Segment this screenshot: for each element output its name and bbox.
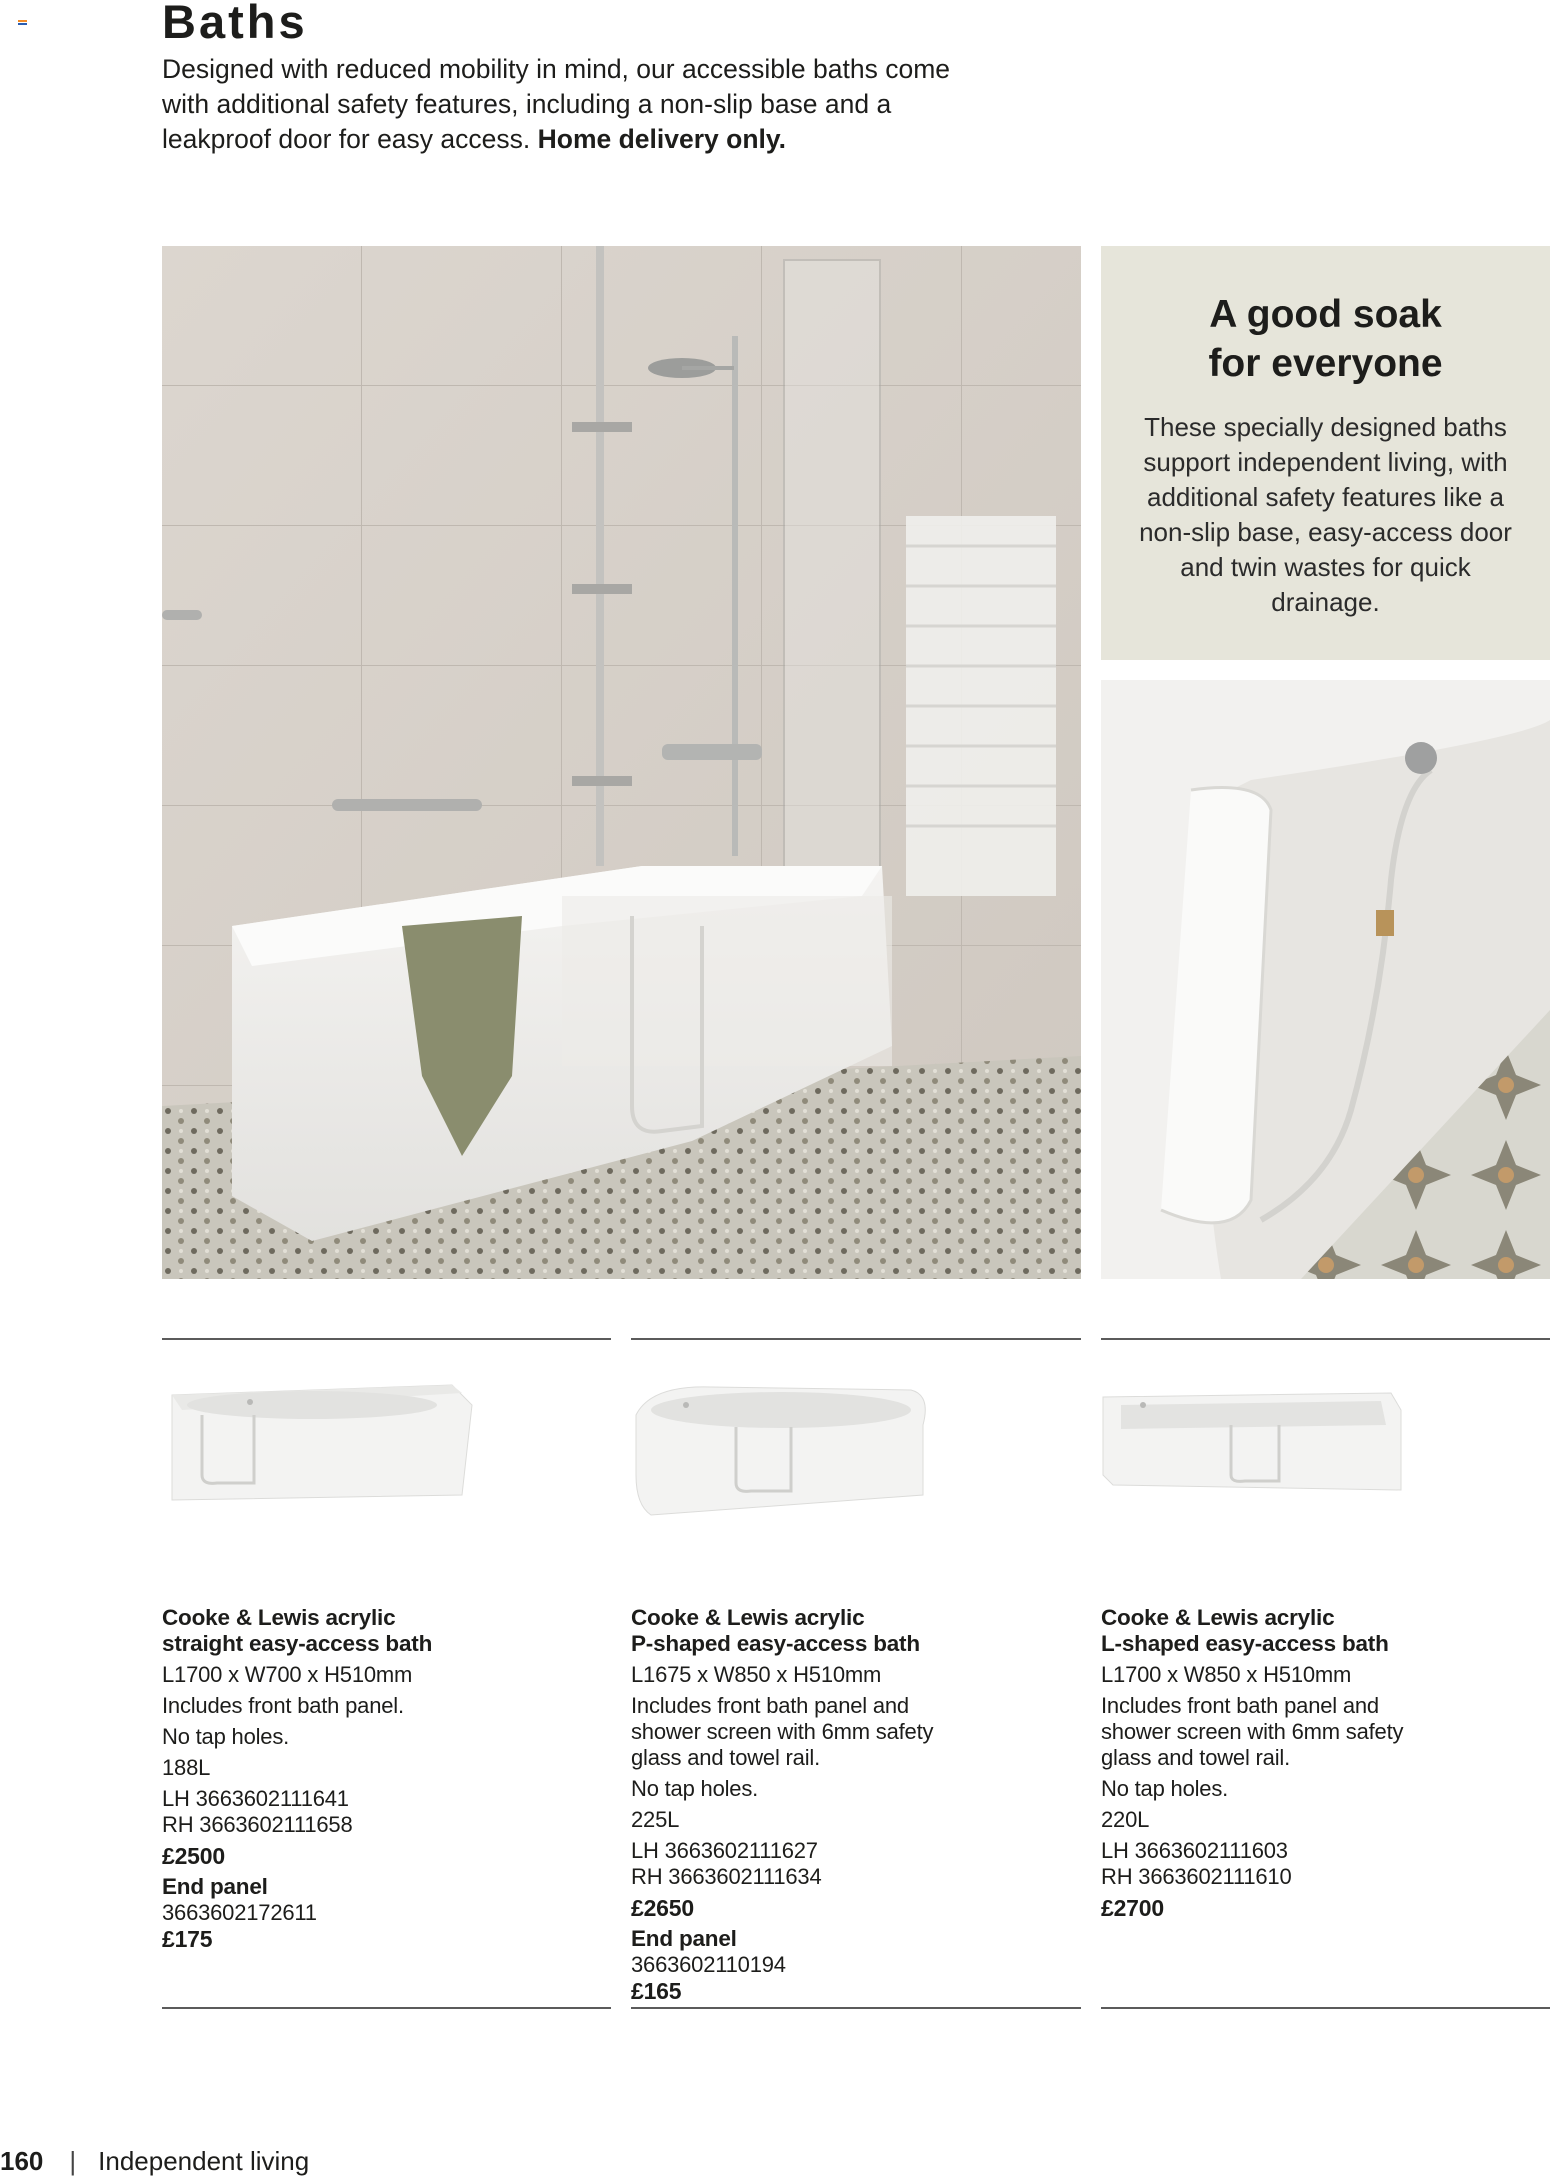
- product-name: [631, 1605, 1080, 1657]
- product-bottom-rule-3: [1101, 2007, 1550, 2009]
- product-name: [1101, 1605, 1550, 1657]
- bath-door-detail-photo: [1101, 680, 1550, 1279]
- product-top-rule-1: [162, 1338, 611, 1340]
- p-shaped-bath-details: [631, 1605, 1080, 2004]
- product-tap-holes: No tap holes.: [631, 1776, 759, 1801]
- straight-bath-image: [162, 1365, 611, 1565]
- straight-bath-details: [162, 1605, 611, 1952]
- l-shaped-bath-icon: [1101, 1365, 1550, 1565]
- hero-bathroom-photo: [162, 246, 1081, 1279]
- product-code-lh: LH 3663602111627: [631, 1838, 818, 1863]
- end-panel-label: End panel: [631, 1926, 737, 1951]
- product-includes: Includes front bath panel and shower screen with 6mm safety glass and towel rail.: [631, 1693, 934, 1770]
- end-panel-code: 3663602110194: [631, 1952, 786, 1977]
- product-code-rh: RH 3663602111658: [162, 1812, 353, 1837]
- intro-text: [162, 52, 962, 157]
- callout-heading-line1: A good soak: [1209, 293, 1442, 336]
- bathroom-illustration: [162, 246, 1081, 1279]
- product-top-rule-2: [631, 1338, 1081, 1340]
- product-dimensions: L1675 x W850 x H510mm: [631, 1662, 882, 1687]
- intro-delivery-note: Home delivery only.: [537, 124, 787, 154]
- l-shaped-bath-details: [1101, 1605, 1550, 1921]
- product-capacity: 225L: [631, 1807, 680, 1832]
- product-tap-holes: No tap holes.: [162, 1724, 290, 1749]
- product-tap-holes: No tap holes.: [1101, 1776, 1229, 1801]
- straight-bath-icon: [162, 1365, 611, 1565]
- intro-body: Designed with reduced mobility in mind, our accessible baths come with additional safety features, including a non-slip base and a leakproof door for easy access.: [162, 54, 951, 154]
- product-price: £2500: [162, 1843, 225, 1869]
- p-shaped-bath-image: [631, 1365, 1080, 1565]
- product-straight-bath: [162, 1365, 611, 1952]
- product-bottom-rule-2: [631, 2007, 1081, 2009]
- l-shaped-bath-image: [1101, 1365, 1550, 1565]
- section-name: Independent living: [98, 2146, 310, 2176]
- product-code-rh: RH 3663602111610: [1101, 1864, 1292, 1889]
- page-title: Baths: [162, 0, 308, 48]
- product-dimensions: L1700 x W700 x H510mm: [162, 1662, 413, 1687]
- product-capacity: 220L: [1101, 1807, 1150, 1832]
- product-name-line1: Cooke & Lewis acrylic: [162, 1605, 396, 1630]
- page-footer: [0, 2146, 309, 2177]
- footer-separator: |: [69, 2146, 77, 2176]
- product-name: [162, 1605, 611, 1657]
- end-panel-label: End panel: [162, 1874, 268, 1899]
- callout-box: [1101, 246, 1550, 660]
- product-top-rule-3: [1101, 1338, 1550, 1340]
- product-name-line1: Cooke & Lewis acrylic: [631, 1605, 865, 1630]
- product-code-lh: LH 3663602111641: [162, 1786, 349, 1811]
- product-price: £2650: [631, 1895, 694, 1921]
- product-includes: Includes front bath panel.: [162, 1693, 404, 1718]
- brand-mark: [18, 20, 27, 26]
- callout-heading-line2: for everyone: [1208, 342, 1443, 385]
- bath-door-illustration: [1101, 680, 1550, 1279]
- product-price: £2700: [1101, 1895, 1164, 1921]
- product-name-line1: Cooke & Lewis acrylic: [1101, 1605, 1335, 1630]
- product-capacity: 188L: [162, 1755, 211, 1780]
- product-name-line2: P-shaped easy-access bath: [631, 1631, 920, 1656]
- product-code-rh: RH 3663602111634: [631, 1864, 822, 1889]
- callout-heading: [1101, 290, 1550, 388]
- end-panel-price: £165: [631, 1978, 682, 2004]
- end-panel-code: 3663602172611: [162, 1900, 317, 1925]
- end-panel-price: £175: [162, 1926, 213, 1952]
- product-code-lh: LH 3663602111603: [1101, 1838, 1288, 1863]
- product-name-line2: L-shaped easy-access bath: [1101, 1631, 1389, 1656]
- page-number: 160: [0, 2146, 44, 2176]
- product-name-line2: straight easy-access bath: [162, 1631, 433, 1656]
- product-includes: Includes front bath panel and shower screen with 6mm safety glass and towel rail.: [1101, 1693, 1404, 1770]
- p-shaped-bath-icon: [631, 1365, 1080, 1565]
- product-dimensions: L1700 x W850 x H510mm: [1101, 1662, 1352, 1687]
- callout-body: These specially designed baths support independent living, with additional safety features like a non-slip base, easy-access door and twin wastes for quick drainage.: [1139, 412, 1512, 617]
- product-bottom-rule-1: [162, 2007, 611, 2009]
- product-p-shaped-bath: [631, 1365, 1080, 2004]
- product-l-shaped-bath: [1101, 1365, 1550, 1921]
